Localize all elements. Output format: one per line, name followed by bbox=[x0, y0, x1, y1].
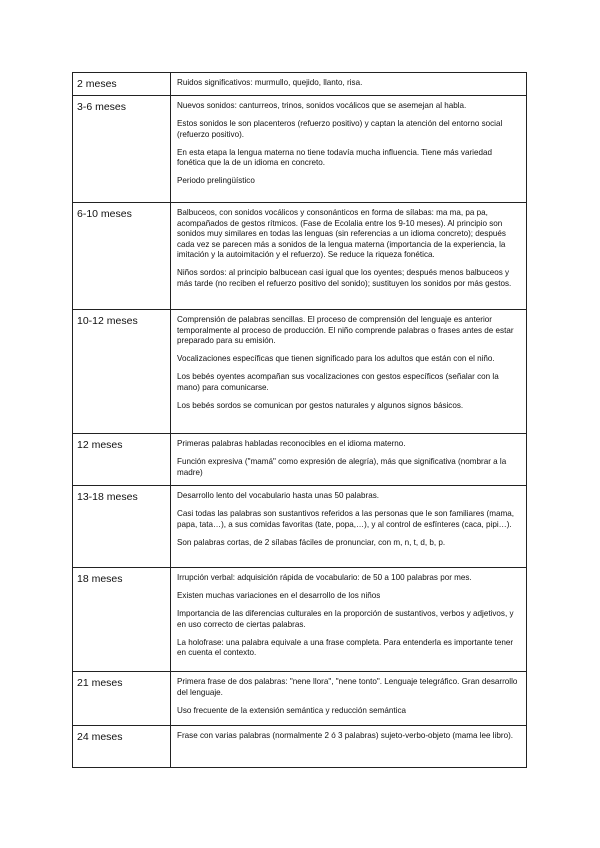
table-row bbox=[73, 203, 527, 310]
description-paragraph: Primera frase de dos palabras: "nene llora", "nene tonto". Lenguaje telegráfico. Gran desarrollo del lenguaje. bbox=[177, 677, 518, 697]
description-paragraph: En esta etapa la lengua materna no tiene todavía mucha influencia. Tiene más variedad fonética que la de un idioma en concreto. bbox=[177, 147, 492, 168]
language-development-table bbox=[72, 72, 527, 768]
description-paragraph: Niños sordos: al principio balbucean casi igual que los oyentes; después menos balbuceos y más tarde (no reciben el refuerzo positivo del sonido); sustituyen los sonidos por más gestos. bbox=[177, 268, 512, 288]
table-row bbox=[73, 73, 527, 96]
description-paragraph: Los bebés sordos se comunican por gestos naturales y algunos signos básicos. bbox=[177, 400, 464, 410]
age-cell: 21 meses bbox=[73, 672, 171, 726]
description-paragraph: Función expresiva ("mamá" como expresión de alegría), más que significativa (nombrar a la madre) bbox=[177, 456, 507, 477]
age-cell: 18 meses bbox=[73, 568, 171, 672]
description-cell bbox=[171, 73, 527, 96]
description-paragraph: Frase con varias palabras (normalmente 2 ó 3 palabras) sujeto-verbo-objeto (mama lee libro). bbox=[177, 731, 514, 740]
table-row bbox=[73, 672, 527, 726]
description-paragraph: Casi todas las palabras son sustantivos referidos a las personas que le son familiares (mama, papa, tata…), a sus comidas favoritas (tate, popa,…), y al control de esfínteres (caca, pipi…). bbox=[177, 508, 514, 529]
table-row bbox=[73, 486, 527, 568]
description-paragraph: Estos sonidos le son placenteros (refuerzo positivo) y captan la atención del entorno social (refuerzo positivo). bbox=[177, 118, 503, 139]
age-cell: 12 meses bbox=[73, 434, 171, 486]
description-paragraph: Balbuceos, con sonidos vocálicos y consonánticos en forma de sílabas: ma ma, pa pa, acompañados de gestos rítmicos. (Fase de Ecolalia entre los 9-10 meses). Al principio son sonidos muy similares en todas las lenguas (sin referencias a un idioma concreto); después cada vez se parecen más a sonidos de la lengua materna (importancia de la experiencia, la imitación y la autoimitación y el refuerzo). Se reduce la riqueza fonética. bbox=[177, 208, 506, 260]
table-row bbox=[73, 96, 527, 203]
description-paragraph: Vocalizaciones específicas que tienen significado para los adultos que están con el niño. bbox=[177, 354, 495, 364]
table-row bbox=[73, 434, 527, 486]
description-paragraph: Comprensión de palabras sencillas. El proceso de comprensión del lenguaje es anterior temporalmente al proceso de producción. El niño comprende palabras o frases antes de estar preparado para su emisión. bbox=[177, 315, 514, 346]
description-paragraph: Importancia de las diferencias culturales en la proporción de sustantivos, verbos y adjetivos, y en uso correcto de ciertas palabras. bbox=[177, 608, 514, 629]
age-cell: 24 meses bbox=[73, 726, 171, 768]
description-paragraph: Ruidos significativos: murmullo, quejido, llanto, risa. bbox=[177, 78, 363, 87]
age-cell: 3-6 meses bbox=[73, 96, 171, 203]
description-paragraph: La holofrase: una palabra equivale a una frase completa. Para entenderla es importante tener en cuenta el contexto. bbox=[177, 637, 514, 658]
description-paragraph: Nuevos sonidos: canturreos, trinos, sonidos vocálicos que se asemejan al habla. bbox=[177, 101, 467, 110]
age-cell: 10-12 meses bbox=[73, 310, 171, 434]
age-cell: 13-18 meses bbox=[73, 486, 171, 568]
description-cell bbox=[171, 310, 527, 434]
description-paragraph: Primeras palabras habladas reconocibles en el idioma materno. bbox=[177, 439, 406, 448]
description-cell bbox=[171, 568, 527, 672]
description-paragraph: Periodo prelingüístico bbox=[177, 176, 255, 186]
description-paragraph: Los bebés oyentes acompañan sus vocalizaciones con gestos específicos (señalar con la mano) para comunicarse. bbox=[177, 372, 499, 392]
description-paragraph: Existen muchas variaciones en el desarrollo de los niños bbox=[177, 590, 381, 600]
age-cell: 2 meses bbox=[73, 73, 171, 96]
age-cell: 6-10 meses bbox=[73, 203, 171, 310]
description-paragraph: Irrupción verbal: adquisición rápida de vocabulario: de 50 a 100 palabras por mes. bbox=[177, 573, 472, 582]
description-cell bbox=[171, 486, 527, 568]
description-paragraph: Son palabras cortas, de 2 sílabas fáciles de pronunciar, con m, n, t, d, b, p. bbox=[177, 537, 446, 547]
description-cell bbox=[171, 96, 527, 203]
table-row bbox=[73, 310, 527, 434]
description-cell bbox=[171, 434, 527, 486]
description-paragraph: Desarrollo lento del vocabulario hasta unas 50 palabras. bbox=[177, 491, 380, 500]
description-cell bbox=[171, 726, 527, 768]
description-cell bbox=[171, 203, 527, 310]
table-row bbox=[73, 726, 527, 768]
description-paragraph: Uso frecuente de la extensión semántica y reducción semántica bbox=[177, 705, 406, 715]
description-cell bbox=[171, 672, 527, 726]
table-row bbox=[73, 568, 527, 672]
